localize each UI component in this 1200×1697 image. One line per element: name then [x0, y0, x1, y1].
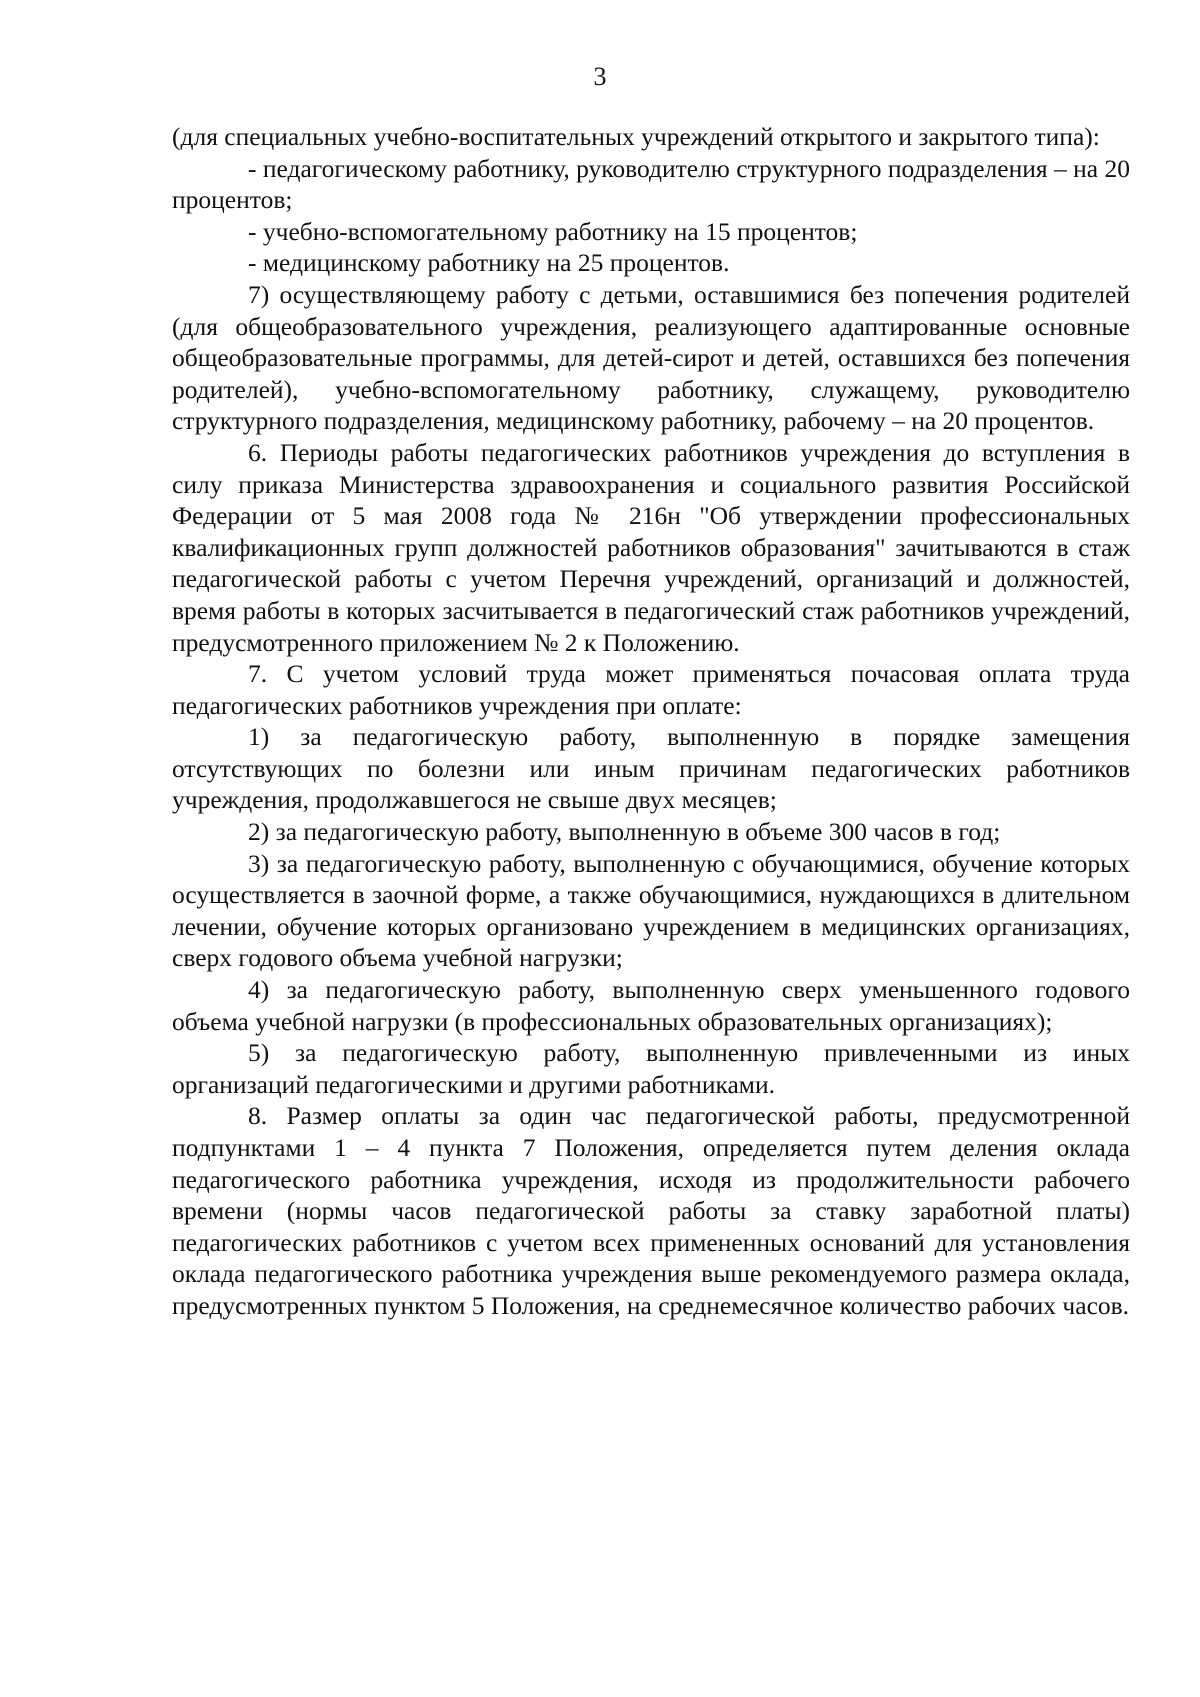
- paragraph: 5) за педагогическую работу, выполненную привлеченными из иных организаций педагогическими и другими работниками.: [172, 1038, 1130, 1099]
- paragraph: (для специальных учебно-воспитательных учреждений открытого и закрытого типа):: [172, 122, 1100, 151]
- paragraph: - учебно-вспомогательному работнику на 15 процентов;: [248, 216, 858, 246]
- document-body: [172, 121, 1130, 1322]
- paragraph: 4) за педагогическую работу, выполненную сверх уменьшенного годового объема учебной нагрузки (в профессиональных образовательных организациях);: [172, 975, 1130, 1036]
- page-number: 3: [593, 62, 607, 91]
- paragraph: 3) за педагогическую работу, выполненную с обучающимися, обучение которых осуществляется в заочной форме, а также обучающимися, нуждающихся в длительном лечении, обучение которых организовано учреждением в медицинских организациях, сверх годового объема учебной нагрузки;: [172, 848, 1130, 973]
- paragraph: 7. С учетом условий труда может применяться почасовая оплата труда педагогических работников учреждения при оплате:: [172, 659, 1130, 720]
- paragraph: - педагогическому работнику, руководителю структурного подразделения – на 20 процентов;: [172, 153, 1130, 215]
- paragraph: - медицинскому работнику на 25 процентов.: [248, 248, 730, 278]
- paragraph: 6. Периоды работы педагогических работников учреждения до вступления в силу приказа Министерства здравоохранения и социального развития Российской Федерации от 5 мая 2008 года № 216н "Об утверждении профессиональных квалификационных групп должностей работников образования" зачитываются в стаж педагогической работы с учетом Перечня учреждений, организаций и должностей, время работы в которых засчитывается в педагогический стаж работников учреждений, предусмотренного приложением № 2 к Положению.: [172, 437, 1130, 657]
- paragraph: 1) за педагогическую работу, выполненную в порядке замещения отсутствующих по болезни или иным причинам педагогических работников учреждения, продолжавшегося не свыше двух месяцев;: [172, 722, 1130, 815]
- paragraph: 8. Размер оплаты за один час педагогической работы, предусмотренной подпунктами 1 – 4 пункта 7 Положения, определяется путем деления оклада педагогического работника учреждения, исходя из продолжительности рабочего времени (нормы часов педагогической работы за ставку заработной платы) педагогических работников с учетом всех примененных оснований для установления оклада педагогического работника учреждения выше рекомендуемого размера оклада, предусмотренных пунктом 5 Положения, на среднемесячное количество рабочих часов.: [172, 1101, 1130, 1320]
- paragraph: 7) осуществляющему работу с детьми, оставшимися без попечения родителей (для общеобразовательного учреждения, реализующего адаптированные основные общеобразовательные программы, для детей-сирот и детей, оставшихся без попечения родителей), учебно-вспомогательному работнику, служащему, руководителю структурного подразделения, медицинскому работнику, рабочему – на 20 процентов.: [172, 279, 1130, 436]
- paragraph: 2) за педагогическую работу, выполненную в объеме 300 часов в год;: [248, 817, 1001, 847]
